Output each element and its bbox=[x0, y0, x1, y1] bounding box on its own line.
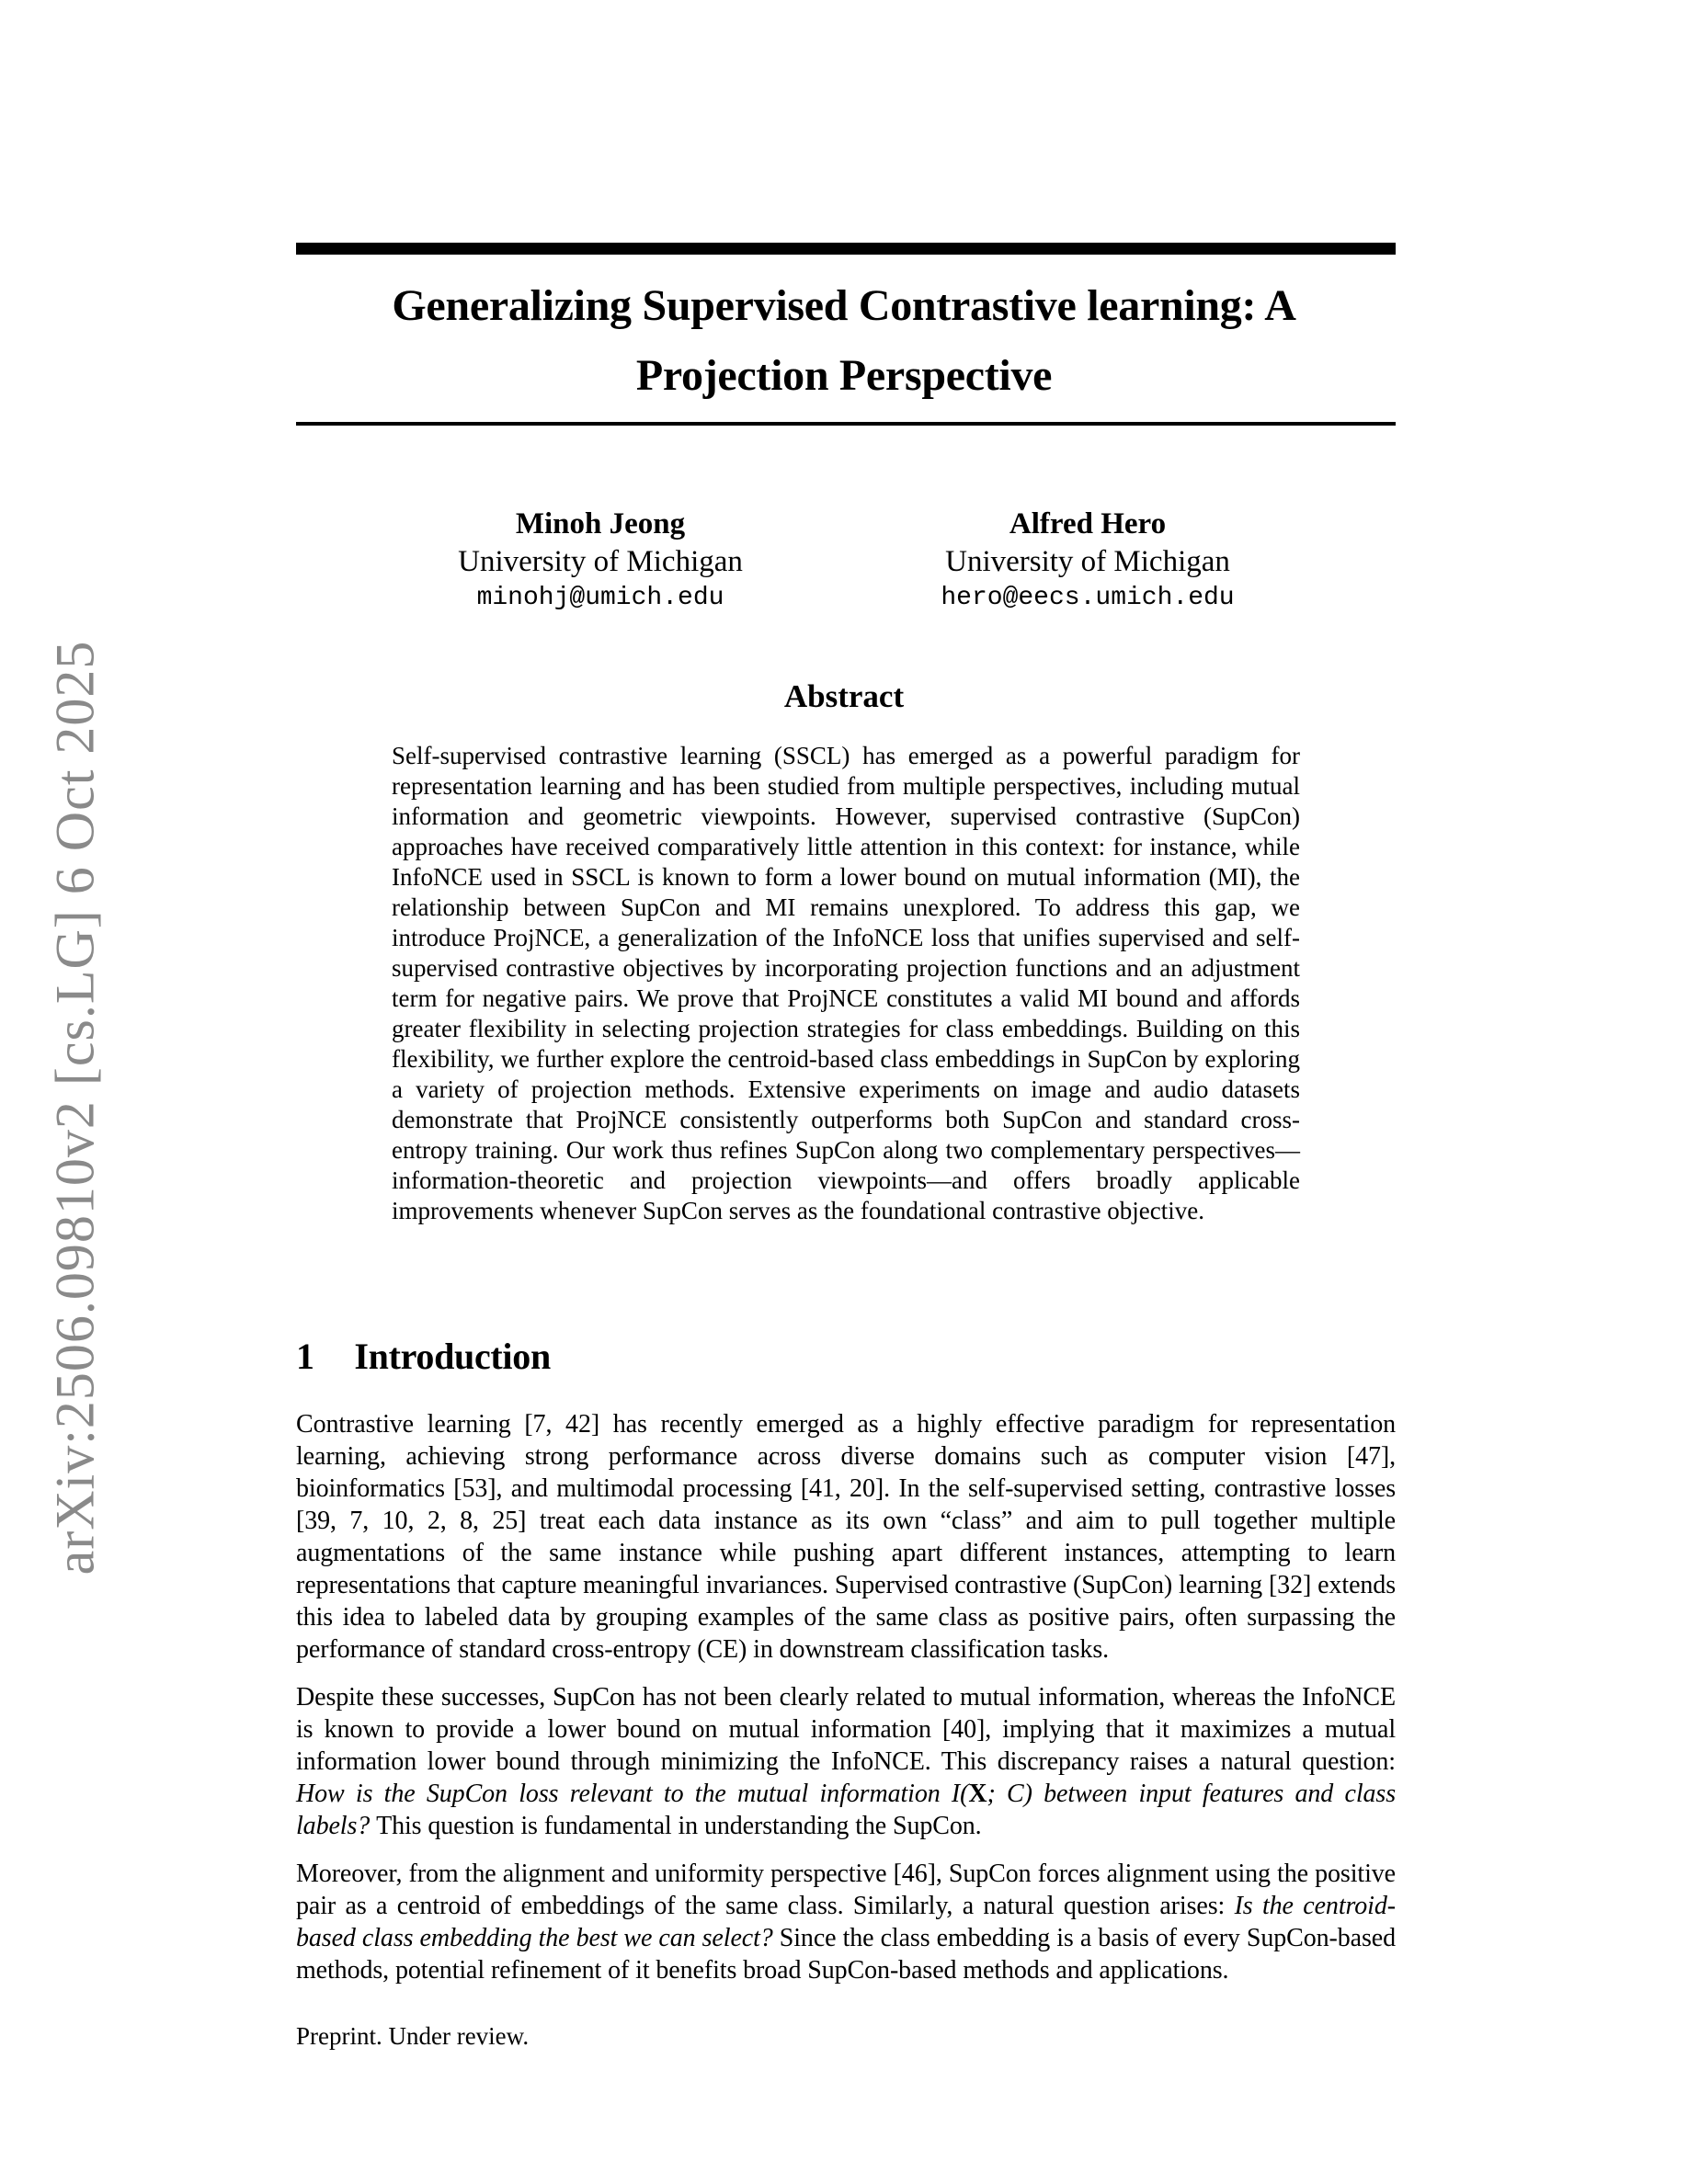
author-affiliation: University of Michigan bbox=[458, 545, 743, 578]
paragraph bbox=[296, 1858, 1396, 1986]
paragraph bbox=[296, 1408, 1396, 1666]
paragraph-segment: How is the SupCon loss relevant to the mutual information I( bbox=[296, 1780, 969, 1808]
author-block bbox=[0, 505, 1688, 617]
paragraph-segment: Contrastive learning [7, 42] has recently emerged as a highly effective paradigm for representation learning, achieving strong performance across diverse domains such as computer vision [47], bioinformatics [53], and multimodal processing [41, 20]. In the self-supervised setting, contrastive losses [39, 7, 10, 2, 8, 25] treat each data instance as its own “class” and aim to pull together multiple augmentations of the same instance while pushing apart different instances, attempting to learn representations that capture meaningful invariances. Supervised contrastive (SupCon) learning [32] extends this idea to labeled data by grouping examples of the same class as positive pairs, often surpassing the performance of standard cross-entropy (CE) in downstream classification tasks. bbox=[296, 1410, 1396, 1664]
author-1 bbox=[426, 505, 775, 617]
paragraph-segment: This question is fundamental in understanding the SupCon. bbox=[376, 1812, 982, 1840]
section-heading-introduction bbox=[296, 1335, 551, 1378]
preprint-note: Preprint. Under review. bbox=[296, 2022, 530, 2050]
author-affiliation: University of Michigan bbox=[945, 545, 1230, 578]
header-rule-thick bbox=[296, 243, 1396, 255]
paper-title-line-2: Projection Perspective bbox=[635, 351, 1053, 400]
author-name: Alfred Hero bbox=[1009, 507, 1167, 540]
author-2 bbox=[913, 505, 1262, 617]
paragraph-segment: X bbox=[968, 1780, 987, 1808]
section-title: Introduction bbox=[354, 1336, 551, 1377]
abstract-text: Self-supervised contrastive learning (SSCL) has emerged as a powerful paradigm for representation learning and has been studied from multiple perspectives, including mutual information and geometric viewpoints. However, supervised contrastive (SupCon) approaches have received comparatively little attention in this context: for instance, while InfoNCE used in SSCL is known to form a lower bound on mutual information (MI), the relationship between SupCon and MI remains unexplored. To address this gap, we introduce ProjNCE, a generalization of the InfoNCE loss that unifies supervised and self-supervised contrastive objectives by incorporating projection functions and an adjustment term for negative pairs. We prove that ProjNCE constitutes a valid MI bound and affords greater flexibility in selecting projection strategies for class embeddings. Building on this flexibility, we further explore the centroid-based class embeddings in SupCon by exploring a variety of projection methods. Extensive experiments on image and audio datasets demonstrate that ProjNCE consistently outperforms both SupCon and standard cross-entropy training. Our work thus refines SupCon along two complementary perspectives—information-theoretic and projection viewpoints—and offers broadly applicable improvements whenever SupCon serves as the foundational contrastive objective. bbox=[392, 742, 1300, 1224]
abstract-heading: Abstract bbox=[783, 678, 905, 714]
paragraph-segment: Since the class embedding is a basis of every SupCon-based methods, potential refinement of it benefits broad SupCon-based methods and applications. bbox=[296, 1924, 1396, 1985]
arxiv-watermark: arXiv:2506.09810v2 [cs.LG] 6 Oct 2025 bbox=[44, 640, 106, 1575]
title-rule-thin bbox=[296, 422, 1396, 426]
paragraph-segment: Is the centroid-based class embedding the best we can select? bbox=[296, 1892, 1396, 1952]
author-name: Minoh Jeong bbox=[515, 507, 686, 540]
paragraph-segment: Despite these successes, SupCon has not been clearly related to mutual information, whereas the InfoNCE is known to provide a lower bound on mutual information [40], implying that it maximizes a mutual information lower bound through minimizing the InfoNCE. This discrepancy raises a natural question: bbox=[296, 1683, 1396, 1776]
author-email: minohj@umich.edu bbox=[476, 584, 724, 612]
section-number: 1 bbox=[296, 1336, 314, 1377]
paragraph bbox=[296, 1681, 1396, 1842]
author-email: hero@eecs.umich.edu bbox=[941, 584, 1235, 612]
paper-title bbox=[0, 271, 1688, 411]
paragraph-segment: Moreover, from the alignment and uniformity perspective [46], SupCon forces alignment using the positive pair as a centroid of embeddings of the same class. Similarly, a natural question arises: bbox=[296, 1860, 1396, 1920]
section-body bbox=[296, 1408, 1396, 2002]
paragraph-segment: ; C) between input features and class labels? bbox=[296, 1780, 1396, 1840]
paper-title-line-1: Generalizing Supervised Contrastive learning: A bbox=[392, 281, 1296, 330]
